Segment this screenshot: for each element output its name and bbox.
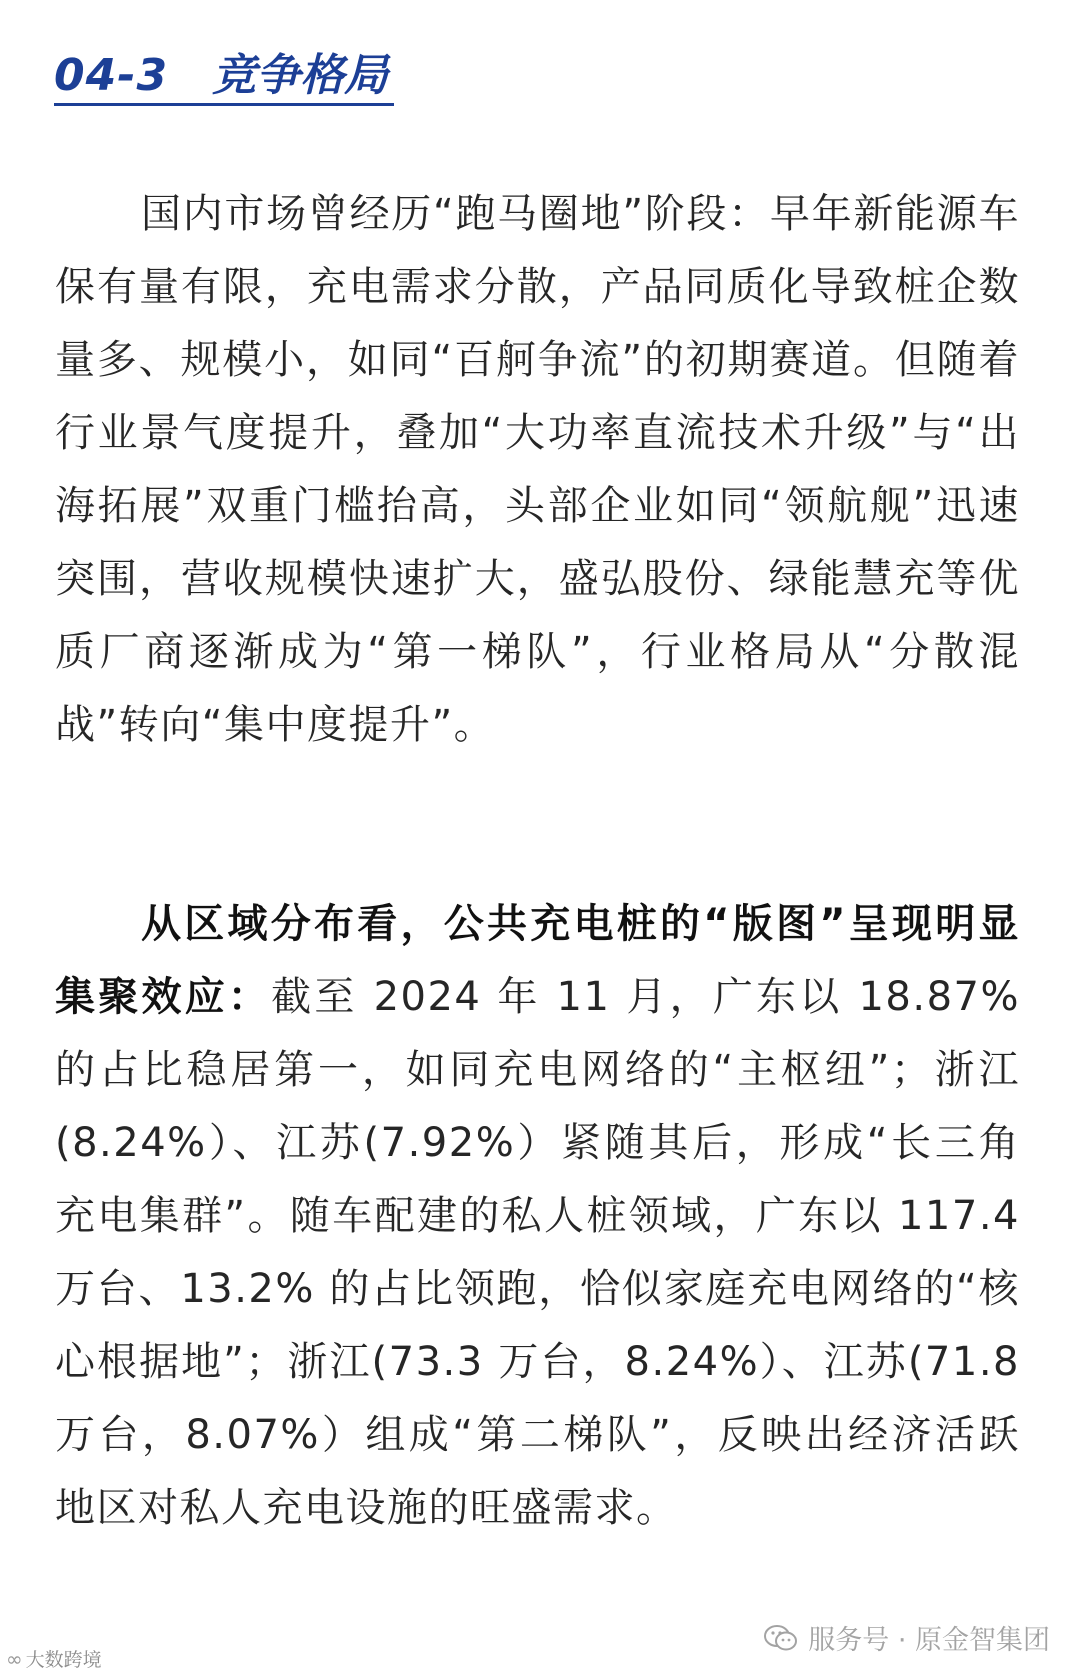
watermark-left-text: 大数跨境 — [25, 1649, 102, 1671]
watermark-right — [764, 1618, 1050, 1657]
paragraph-regional-distribution — [55, 888, 1020, 1545]
section-number: 04-3 — [54, 50, 169, 101]
infinity-logo-icon: ∞ — [6, 1646, 23, 1671]
paragraph-lead: 从区域分布看，公共充电桩的“版图”呈现明显集聚效应： — [55, 901, 1020, 1020]
paragraph-text: 截至 2024 年 11 月，广东以 18.87% 的占比稳居第一，如同充电网络的“主枢纽”；浙江(8.24%）、江苏(7.92%）紧随其后，形成“长三角充电集群”。随车配建的私人桩领域，广东以 117.4 万台、13.2% 的占比领跑，恰似家庭充电网络的“核心根据地”；浙江(73.3 万台，8.24%）、江苏(71.8 万台，8.07%）组成“第二梯队”，反映出经济活跃地区对私人充电设施的旺盛需求。 — [55, 974, 1020, 1531]
paragraph-text: 国内市场曾经历“跑马圈地”阶段：早年新能源车保有量有限，充电需求分散，产品同质化导致桩企数量多、规模小，如同“百舸争流”的初期赛道。但随着行业景气度提升，叠加“大功率直流技术升级”与“出海拓展”双重门槛抬高，头部企业如同“领航舰”迅速突围，营收规模快速扩大，盛弘股份、绿能慧充等优质厂商逐渐成为“第一梯队”，行业格局从“分散混战”转向“集中度提升”。 — [55, 191, 1020, 748]
watermark-right-text: 服务号 · 原金智集团 — [808, 1625, 1050, 1656]
wechat-icon — [764, 1625, 798, 1651]
section-title: 竞争格局 — [212, 50, 389, 101]
paragraph-market-history — [55, 178, 1020, 762]
watermark-left — [6, 1645, 102, 1672]
heading-underline — [54, 103, 394, 106]
section-heading — [54, 46, 388, 106]
